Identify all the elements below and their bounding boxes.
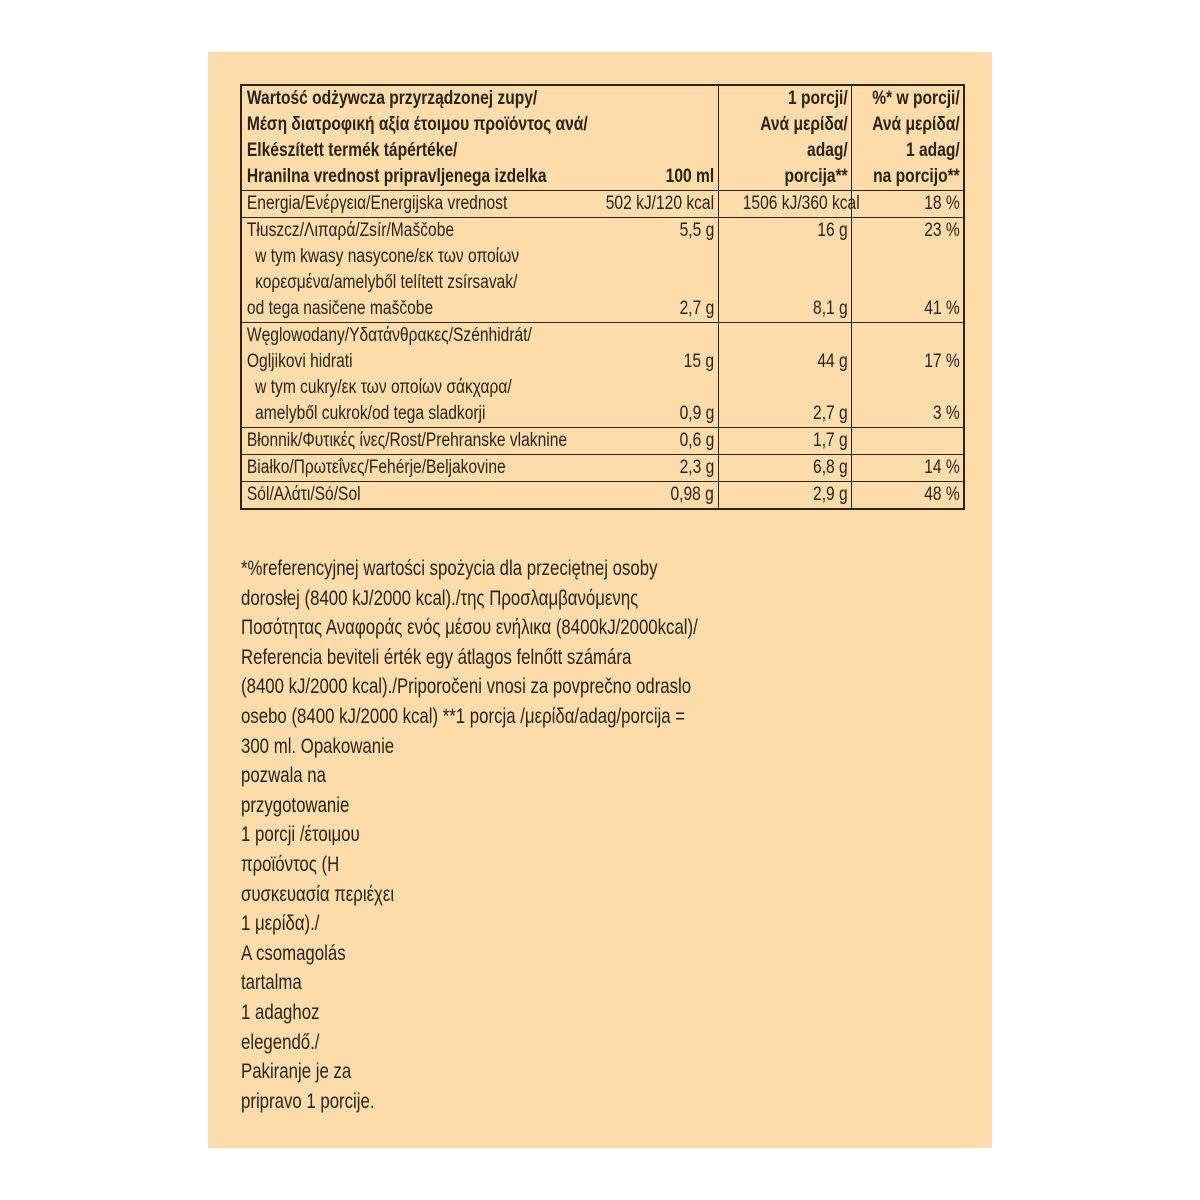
percent-cell [851,455,963,481]
per-100ml-value: 2,3 g [679,457,714,478]
per-portion-value [743,323,851,349]
table-row [242,190,963,217]
per-portion-cell [718,323,851,427]
footnote-line: tartalma [241,971,302,995]
footnote-line: συσκευασία περιέχει [241,882,395,906]
header-line: %* w porcji/ [872,88,960,109]
nutrient-name-cell [242,455,718,481]
header-percent-cell [851,86,963,190]
header-line: adag/ [807,140,848,161]
per-100ml-value: 5,5 g [679,220,714,241]
header-line: porcija** [784,166,848,187]
footnote-line: 1 porcji /έτοιμου [241,823,360,847]
per-portion-value: 16 g [817,220,848,241]
per-portion-value: 2,9 g [813,484,848,505]
footnote-line: *%referencyjnej wartości spożycia dla przeciętnej osoby [241,557,658,580]
per-portion-cell [718,428,851,454]
percent-value: 17 % [924,351,960,372]
per-100ml-value: 0,9 g [679,403,714,424]
per-portion-value [743,270,851,296]
nutrient-label-line: amelyből cukrok/od tega sladkorji [255,403,486,424]
footnote [241,554,711,1116]
nutrition-table [240,84,965,510]
nutrient-name-cell [242,482,718,508]
per-portion-value [743,244,851,270]
percent-value [872,428,963,454]
label-panel [208,52,992,1148]
footnote-line: Ποσότητας Αναφοράς ενός μέσου ενήλικα (8400kJ/2000kcal)/ [241,616,698,640]
footnote-line: (8400 kJ/2000 kcal)./Priporočeni vnosi za povprečno odraslo [241,675,692,699]
per-portion-cell [718,191,860,217]
per-portion-value: 44 g [817,351,848,372]
percent-value [872,375,963,401]
nutrient-label-line: Ogljikovi hidrati [246,351,353,372]
nutrient-label-line: w tym cukry/εκ των οποίων σάκχαρα/ [255,377,512,398]
footnote-line: προϊόντος (Η [241,852,340,876]
percent-cell [851,191,963,217]
nutrient-label-line: Węglowodany/Υδατάνθρακες/Szénhidrát/ [246,325,532,346]
header-line: 1 porcji/ [787,88,848,109]
header-line: Μέση διατροφική αξία έτοιμου προϊόντος ανά/ [246,114,588,135]
nutrient-label-line: Tłuszcz/Λιπαρά/Zsír/Maščobe [246,220,455,241]
footnote-line: A csomagolás [241,941,346,965]
per-portion-value: 2,7 g [813,403,848,424]
footnote-line: przygotowanie [241,793,350,817]
percent-value [872,244,963,270]
percent-value [872,323,963,349]
percent-value: 48 % [924,484,960,505]
nutrient-label-line: od tega nasičene maščobe [246,298,434,319]
percent-value: 23 % [924,220,960,241]
percent-cell [851,428,963,454]
nutrient-label-line: Białko/Πρωτεΐνες/Fehérje/Beljakovine [246,457,506,478]
header-line: 1 adag/ [906,140,960,161]
footnote-line: 300 ml. Opakowanie [241,734,395,758]
table-header-row [242,86,963,190]
footnote-line: Referencia beviteli érték egy átlagos felnőtt számára [241,645,632,669]
nutrient-name-cell [242,323,718,427]
per-portion-value [743,375,851,401]
per-portion-cell [718,455,851,481]
per-portion-cell [718,218,851,322]
footnote-line: Pakiranje je za [241,1060,352,1084]
footnote-line: elegendő./ [241,1030,320,1054]
percent-value: 41 % [924,298,960,319]
percent-cell [851,482,963,508]
table-row [242,322,963,427]
footnote-line: dorosłej (8400 kJ/2000 kcal)./της Προσλαμβανόμενης [241,586,639,610]
footnote-line: pripravo 1 porcije. [241,1089,375,1113]
header-line: Hranilna vrednost pripravljenega izdelka [246,166,547,187]
nutrient-label-line: Energia/Ενέργεια/Energijska vrednost [246,193,508,214]
header-line: Ανά μερίδα/ [760,114,848,135]
per-100ml-value: 2,7 g [679,298,714,319]
per-100ml-value: 502 kJ/120 kcal [605,193,714,214]
footnote-line: 1 adaghoz [241,1000,320,1024]
header-line: Elkészített termék tápértéke/ [246,140,458,161]
per-portion-value: 6,8 g [813,457,848,478]
footnote-line: osebo (8400 kJ/2000 kcal) **1 porcja /μερίδα/adag/porcija = [241,704,686,728]
percent-value: 18 % [924,193,960,214]
nutrient-label-line: κορεσμένα/amelyből telített zsírsavak/ [255,272,518,293]
nutrient-name-cell [242,218,718,322]
header-description-cell [242,86,718,190]
percent-value: 14 % [924,457,960,478]
header-line: Wartość odżywcza przyrządzonej zupy/ [246,88,538,109]
nutrient-label-line: Błonnik/Φυτικές ίνες/Rost/Prehranske vlaknine [246,430,568,451]
percent-value [872,270,963,296]
footnote-line: 1 μερίδα)./ [241,912,320,936]
percent-value: 3 % [932,403,960,424]
per-portion-value: 8,1 g [813,298,848,319]
nutrient-label-line: Sól/Αλάτι/Só/Sol [246,484,361,505]
per-portion-cell [718,482,851,508]
table-row [242,454,963,481]
header-unit: 100 ml [665,166,714,187]
table-row [242,217,963,322]
nutrient-label-line: w tym kwasy nasycone/εκ των οποίων [255,246,520,267]
per-100ml-value: 0,6 g [679,430,714,451]
per-portion-value: 1506 kJ/360 kcal [742,193,860,214]
per-100ml-value: 15 g [683,351,714,372]
percent-cell [851,218,963,322]
per-portion-value: 1,7 g [813,430,848,451]
percent-cell [851,323,963,427]
per-100ml-value: 0,98 g [670,484,714,505]
header-line: na porcijo** [873,166,960,187]
header-portion-cell [718,86,851,190]
table-row [242,481,963,508]
header-line: Ανά μερίδα/ [872,114,960,135]
footnote-line: pozwala na [241,764,326,788]
nutrient-name-cell [242,191,718,217]
table-row [242,427,963,454]
nutrient-name-cell [242,428,718,454]
